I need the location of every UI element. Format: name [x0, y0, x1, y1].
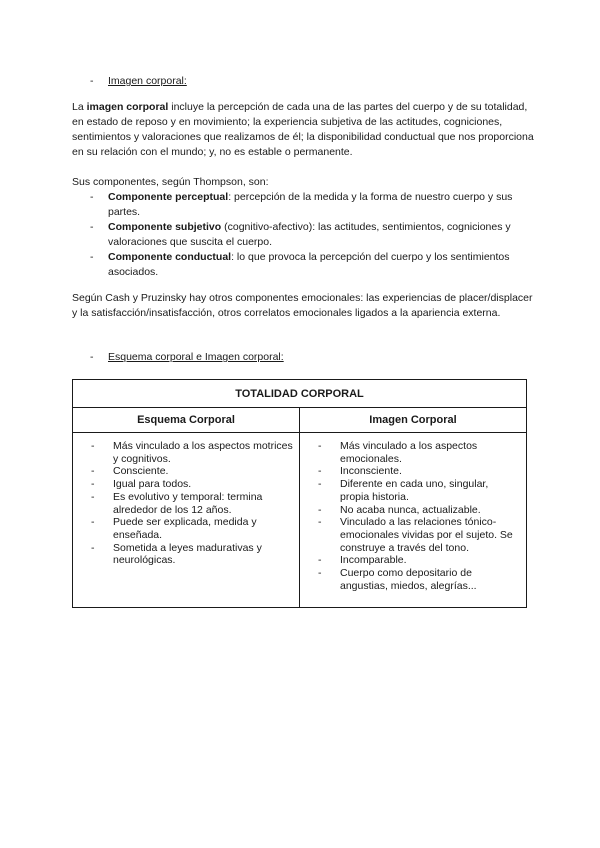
list-item [318, 465, 520, 478]
list-item [318, 440, 520, 465]
list-item-text: Cuerpo como depositario de angustias, miedos, alegrías... [340, 567, 477, 592]
list-item-text: Diferente en cada uno, singular, propia historia. [340, 478, 489, 503]
list-item-text: Inconsciente. [340, 465, 402, 478]
component-name: Componente subjetivo [108, 221, 222, 233]
list-item [318, 516, 520, 554]
column-header-imagen: Imagen Corporal [300, 408, 527, 433]
dash-bullet: - [91, 478, 95, 491]
section-heading-esquema-text: Esquema corporal e Imagen corporal: [108, 351, 284, 363]
dash-bullet: - [91, 541, 95, 554]
esquema-list [91, 440, 293, 567]
list-item [91, 478, 293, 491]
list-item [91, 542, 293, 567]
imagen-list [318, 440, 520, 592]
paragraph-imagen-corporal [72, 100, 534, 160]
dash-bullet: - [90, 221, 94, 233]
list-item [318, 478, 520, 503]
list-item [91, 465, 293, 478]
column-esquema-cell [73, 433, 300, 608]
list-item-text: Puede ser explicada, medida y enseñada. [113, 516, 257, 541]
dash-bullet: - [90, 351, 94, 363]
column-header-esquema: Esquema Corporal [73, 408, 300, 433]
component-desc: : lo que provoca la percepción del cuerpo y los sentimientos asociados. [108, 251, 510, 278]
component-desc: (cognitivo-afectivo): las actitudes, sentimientos, cogniciones y valoraciones que suscita el cuerpo. [108, 221, 511, 248]
list-item-text: Es evolutivo y temporal: termina alrededor de los 12 años. [113, 490, 263, 516]
list-item-text: Vinculado a las relaciones tónico-emocionales vividas por el sujeto. Se construye a través del tono. [340, 516, 513, 554]
totalidad-corporal-table [72, 379, 527, 608]
list-item [91, 516, 293, 541]
table-title: TOTALIDAD CORPORAL [73, 380, 527, 408]
list-item-text: Igual para todos. [113, 478, 192, 491]
dash-bullet: - [318, 554, 322, 567]
list-item-text: Más vinculado a los aspectos emocionales. [340, 440, 478, 465]
para1-bold: imagen corporal [86, 101, 169, 113]
paragraph-cash-pruzinsky: Según Cash y Pruzinsky hay otros componentes emocionales: las experiencias de placer/displacer y la satisfacción/insatisfacción, otros correlatos emocionales ligados a la apariencia externa. [72, 292, 533, 319]
list-item [318, 567, 520, 592]
dash-bullet: - [91, 465, 95, 478]
dash-bullet: - [318, 440, 322, 452]
list-item-text: Incomparable. [340, 554, 407, 567]
list-item-text: No acaba nunca, actualizable. [340, 503, 481, 516]
list-item-text: Sometida a leyes madurativas y neurológicas. [113, 541, 262, 567]
dash-bullet: - [318, 465, 322, 478]
component-name: Componente perceptual [108, 191, 229, 203]
list-item [90, 250, 534, 280]
components-list [90, 190, 534, 280]
para1-prefix: La [72, 101, 87, 113]
dash-bullet: - [90, 75, 94, 87]
list-item [318, 504, 520, 517]
dash-bullet: - [91, 440, 95, 452]
dash-bullet: - [91, 516, 95, 529]
dash-bullet: - [90, 191, 94, 203]
dash-bullet: - [90, 251, 94, 263]
list-item [90, 190, 534, 220]
column-imagen-cell [300, 433, 527, 608]
list-item [318, 554, 520, 567]
component-name: Componente conductual [108, 251, 232, 263]
dash-bullet: - [318, 567, 322, 580]
list-item [91, 491, 293, 516]
list-item-text: Más vinculado a los aspectos motrices y cognitivos. [113, 440, 293, 465]
dash-bullet: - [91, 490, 95, 503]
dash-bullet: - [318, 516, 322, 529]
dash-bullet: - [318, 503, 322, 516]
dash-bullet: - [318, 478, 322, 491]
list-item-text: Consciente. [113, 465, 169, 478]
section-heading-imagen-text: Imagen corporal: [108, 75, 187, 87]
list-item [90, 220, 534, 250]
components-intro: Sus componentes, según Thompson, son: [72, 176, 269, 188]
para1-rest: incluye la percepción de cada una de las partes del cuerpo y de su totalidad, en estado de reposo y en movimiento; la experiencia subjetiva de las actitudes, cogniciones, sentimientos y valoraciones que realizamos de él; la disponibilidad conductual que nos proporciona en su relación con el mundo; y, no es estable o permanente. [72, 101, 534, 158]
component-desc: : percepción de la medida y la forma de nuestro cuerpo y sus partes. [108, 191, 513, 218]
list-item [91, 440, 293, 465]
